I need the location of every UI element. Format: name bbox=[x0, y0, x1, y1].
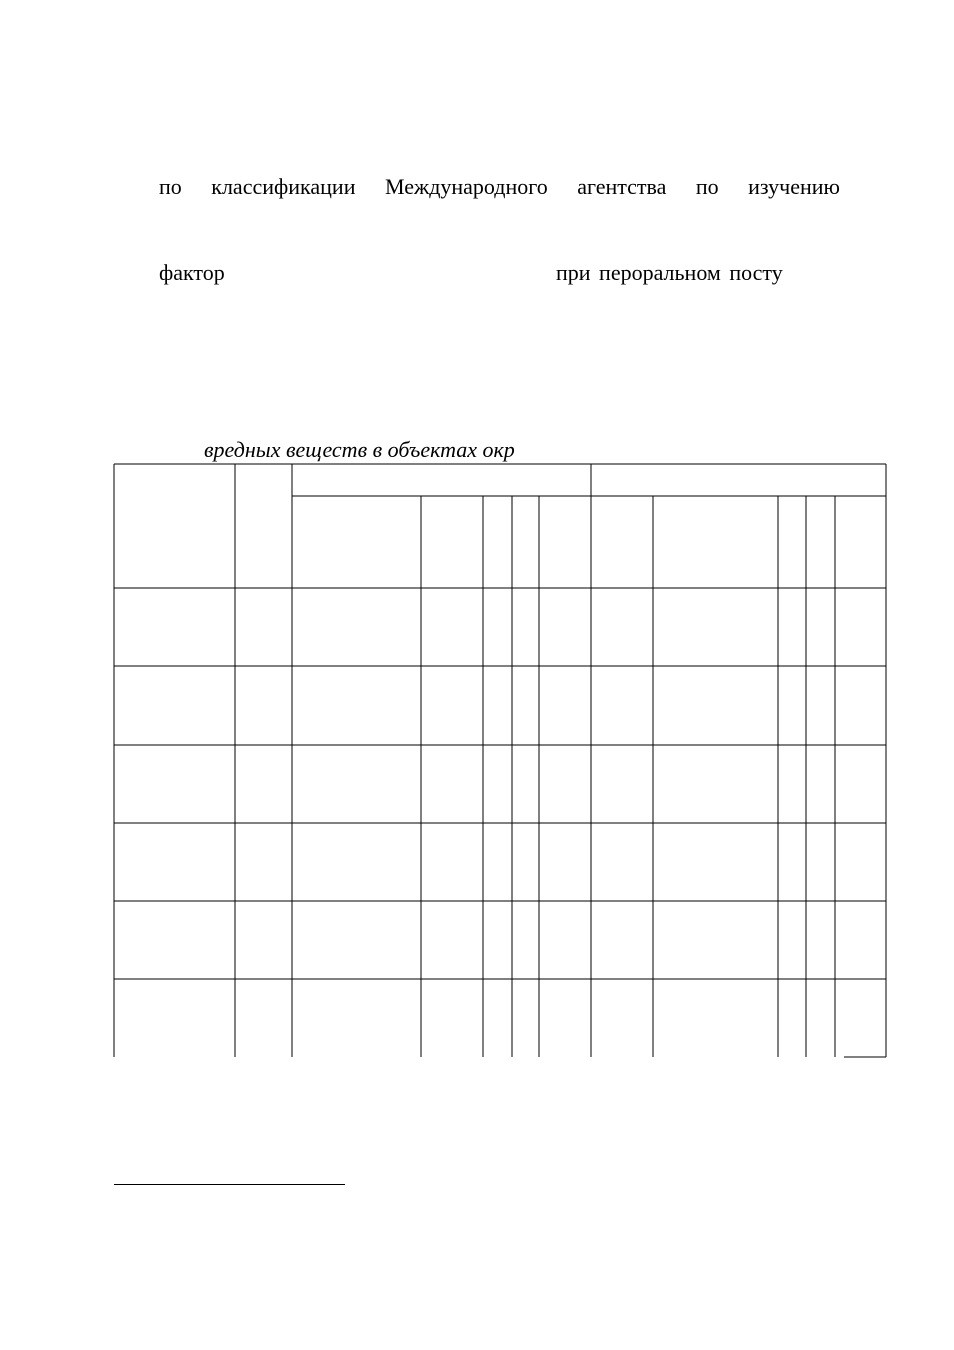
word: по bbox=[159, 174, 182, 199]
word: классификации bbox=[211, 174, 356, 199]
word: изучению bbox=[748, 174, 840, 199]
word: агентства bbox=[577, 174, 667, 199]
text-line-2-right: при пероральном посту bbox=[556, 260, 783, 285]
word: по bbox=[695, 174, 719, 199]
word: Международного bbox=[384, 174, 548, 199]
footnote-separator bbox=[114, 1184, 345, 1185]
table-caption: вредных веществ в объектах окр bbox=[204, 437, 515, 462]
text-line-2-left: фактор bbox=[159, 260, 225, 285]
